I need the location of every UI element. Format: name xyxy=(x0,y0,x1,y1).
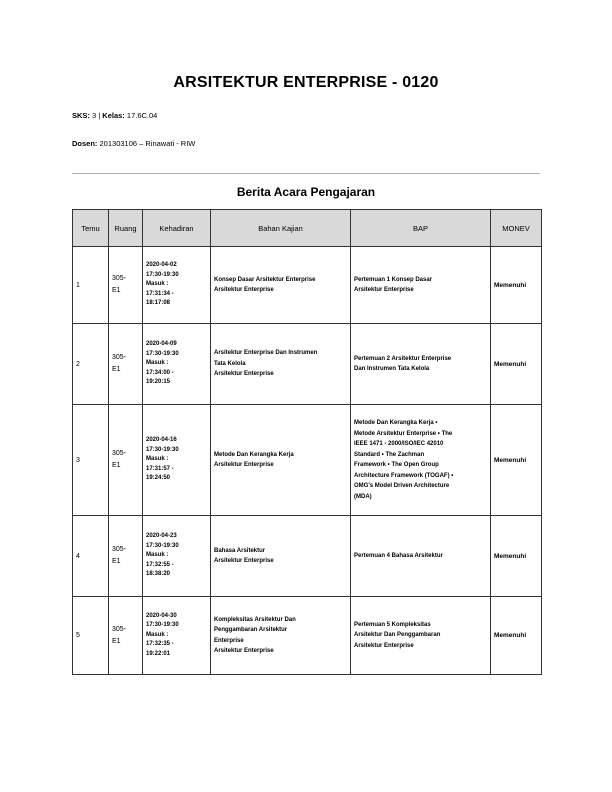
cell-ruang: 305- E1 xyxy=(109,597,143,675)
cell-temu: 4 xyxy=(73,516,109,597)
kelas-label: Kelas: xyxy=(102,111,125,120)
table-row xyxy=(73,247,542,324)
cell-kehadiran: 2020-04-23 17:30-19:30 Masuk : 17:32:55 - 18:38:20 xyxy=(143,516,211,597)
header-bap: BAP xyxy=(351,210,491,247)
cell-bahan-kajian: Kompleksitas Arsitektur Dan Penggambaran Arsitektur Enterprise Arsitektur Enterprise xyxy=(211,597,351,675)
header-monev: MONEV xyxy=(491,210,542,247)
header-temu: Temu xyxy=(73,210,109,247)
cell-bahan-kajian: Konsep Dasar Arsitektur Enterprise Arsitektur Enterprise xyxy=(211,247,351,324)
cell-bap: Metode Dan Kerangka Kerja • Metode Arsitektur Enterprise • The IEEE 1471 - 2000/ISO/IEC 42010 Standard • The Zachman Framework • The Open Group Architecture Framework (TOGAF) • OMG's Model Driven Architecture (MDA) xyxy=(351,405,491,516)
cell-ruang: 305- E1 xyxy=(109,516,143,597)
cell-kehadiran: 2020-04-30 17:30-19:30 Masuk : 17:32:35 - 19:22:01 xyxy=(143,597,211,675)
cell-temu: 2 xyxy=(73,324,109,405)
cell-kehadiran: 2020-04-09 17:30-19:30 Masuk : 17:34:00 - 19:20:15 xyxy=(143,324,211,405)
cell-temu: 1 xyxy=(73,247,109,324)
cell-bap: Pertemuan 1 Konsep Dasar Arsitektur Enterprise xyxy=(351,247,491,324)
cell-monev: Memenuhi xyxy=(491,597,542,675)
cell-bahan-kajian: Bahasa Arsitektur Arsitektur Enterprise xyxy=(211,516,351,597)
cell-ruang: 305- E1 xyxy=(109,405,143,516)
cell-bahan-kajian: Metode Dan Kerangka Kerja Arsitektur Enterprise xyxy=(211,405,351,516)
teaching-record-table xyxy=(72,209,542,675)
cell-monev: Memenuhi xyxy=(491,516,542,597)
table-row xyxy=(73,405,542,516)
cell-ruang: 305- E1 xyxy=(109,324,143,405)
table-row xyxy=(73,324,542,405)
header-kehadiran: Kehadiran xyxy=(143,210,211,247)
cell-monev: Memenuhi xyxy=(491,324,542,405)
cell-bahan-kajian: Arsitektur Enterprise Dan Instrumen Tata Kelola Arsitektur Enterprise xyxy=(211,324,351,405)
course-meta-line xyxy=(72,111,157,120)
sks-value: 3 | xyxy=(89,111,103,120)
cell-bap: Pertemuan 5 Kompleksitas Arsitektur Dan Penggambaran Arsitektur Enterprise xyxy=(351,597,491,675)
dosen-value: 201303106 – Rinawati - RIW xyxy=(97,139,196,148)
dosen-label: Dosen: xyxy=(72,139,98,148)
header-bahan-kajian: Bahan Kajian xyxy=(211,210,351,247)
lecturer-line xyxy=(72,139,195,148)
header-ruang: Ruang xyxy=(109,210,143,247)
section-title: Berita Acara Pengajaran xyxy=(236,185,376,199)
cell-kehadiran: 2020-04-02 17:30-19:30 Masuk : 17:31:34 - 18:17:08 xyxy=(143,247,211,324)
document-title: ARSITEKTUR ENTERPRISE - 0120 xyxy=(173,74,439,91)
table-row xyxy=(73,516,542,597)
cell-ruang: 305- E1 xyxy=(109,247,143,324)
cell-monev: Memenuhi xyxy=(491,247,542,324)
divider xyxy=(72,173,540,174)
cell-bap: Pertemuan 4 Bahasa Arsitektur xyxy=(351,516,491,597)
table-header-row xyxy=(73,210,542,247)
sks-label: SKS: xyxy=(72,111,90,120)
cell-kehadiran: 2020-04-16 17:30-19:30 Masuk : 17:31:57 - 19:24:50 xyxy=(143,405,211,516)
cell-temu: 5 xyxy=(73,597,109,675)
cell-bap: Pertemuan 2 Arsitektur Enterprise Dan Instrumen Tata Kelola xyxy=(351,324,491,405)
cell-temu: 3 xyxy=(73,405,109,516)
table-row xyxy=(73,597,542,675)
kelas-value: 17.6C.04 xyxy=(124,111,158,120)
cell-monev: Memenuhi xyxy=(491,405,542,516)
